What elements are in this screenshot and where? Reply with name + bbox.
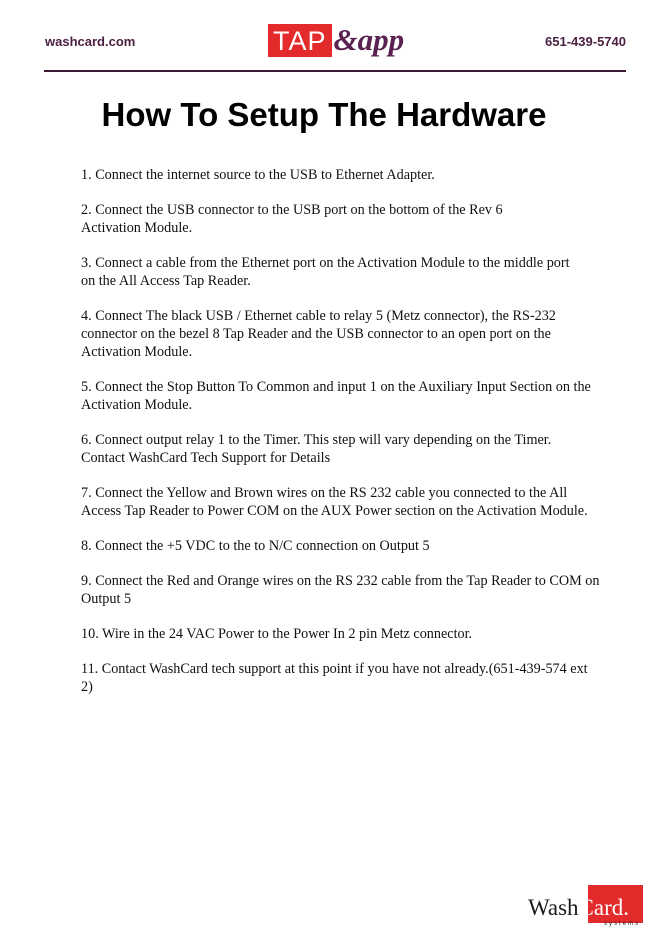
step-11: 11. Contact WashCard tech support at this point if you have not already.(651-439-574 ext 2) bbox=[81, 661, 588, 695]
phone-number[interactable]: 651-439-5740 bbox=[545, 34, 626, 49]
step-1: 1. Connect the internet source to the USB to Ethernet Adapter. bbox=[81, 167, 435, 183]
website-link[interactable]: washcard.com bbox=[45, 34, 136, 49]
steps-list bbox=[81, 166, 616, 713]
step-4: 4. Connect The black USB / Ethernet cable to relay 5 (Metz connector), the RS-232 connector on the bezel 8 Tap Reader and the USB connector to an open port on the Activation Module. bbox=[81, 308, 556, 360]
logo-wordmark bbox=[528, 895, 629, 921]
header-divider bbox=[44, 70, 626, 72]
page-title: How To Setup The Hardware bbox=[101, 96, 547, 133]
step-6: 6. Connect output relay 1 to the Timer. This step will vary depending on the Timer. Contact WashCard Tech Support for Details bbox=[81, 432, 552, 466]
logo-tap-text: TAP bbox=[268, 24, 332, 57]
step-5: 5. Connect the Stop Button To Common and input 1 on the Auxiliary Input Section on the Activation Module. bbox=[81, 379, 591, 413]
logo-card-text: Card. bbox=[578, 895, 629, 920]
step-9: 9. Connect the Red and Orange wires on the RS 232 cable from the Tap Reader to COM on Output 5 bbox=[81, 573, 600, 607]
step-7: 7. Connect the Yellow and Brown wires on the RS 232 cable you connected to the All Access Tap Reader to Power COM on the AUX Power section on the Activation Module. bbox=[81, 485, 588, 519]
step-10: 10. Wire in the 24 VAC Power to the Power In 2 pin Metz connector. bbox=[81, 626, 473, 642]
step-3: 3. Connect a cable from the Ethernet port on the Activation Module to the middle port on the All Access Tap Reader. bbox=[81, 255, 570, 289]
logo-systems-text: systems bbox=[603, 921, 640, 927]
step-8: 8. Connect the +5 VDC to the to N/C connection on Output 5 bbox=[81, 538, 430, 554]
step-2: 2. Connect the USB connector to the USB port on the bottom of the Rev 6 Activation Module. bbox=[81, 202, 503, 236]
washcard-systems-logo bbox=[528, 885, 643, 929]
tap-and-app-logo bbox=[268, 20, 404, 60]
logo-wash-text: Wash bbox=[528, 895, 579, 920]
logo-app-text: &app bbox=[333, 22, 405, 57]
